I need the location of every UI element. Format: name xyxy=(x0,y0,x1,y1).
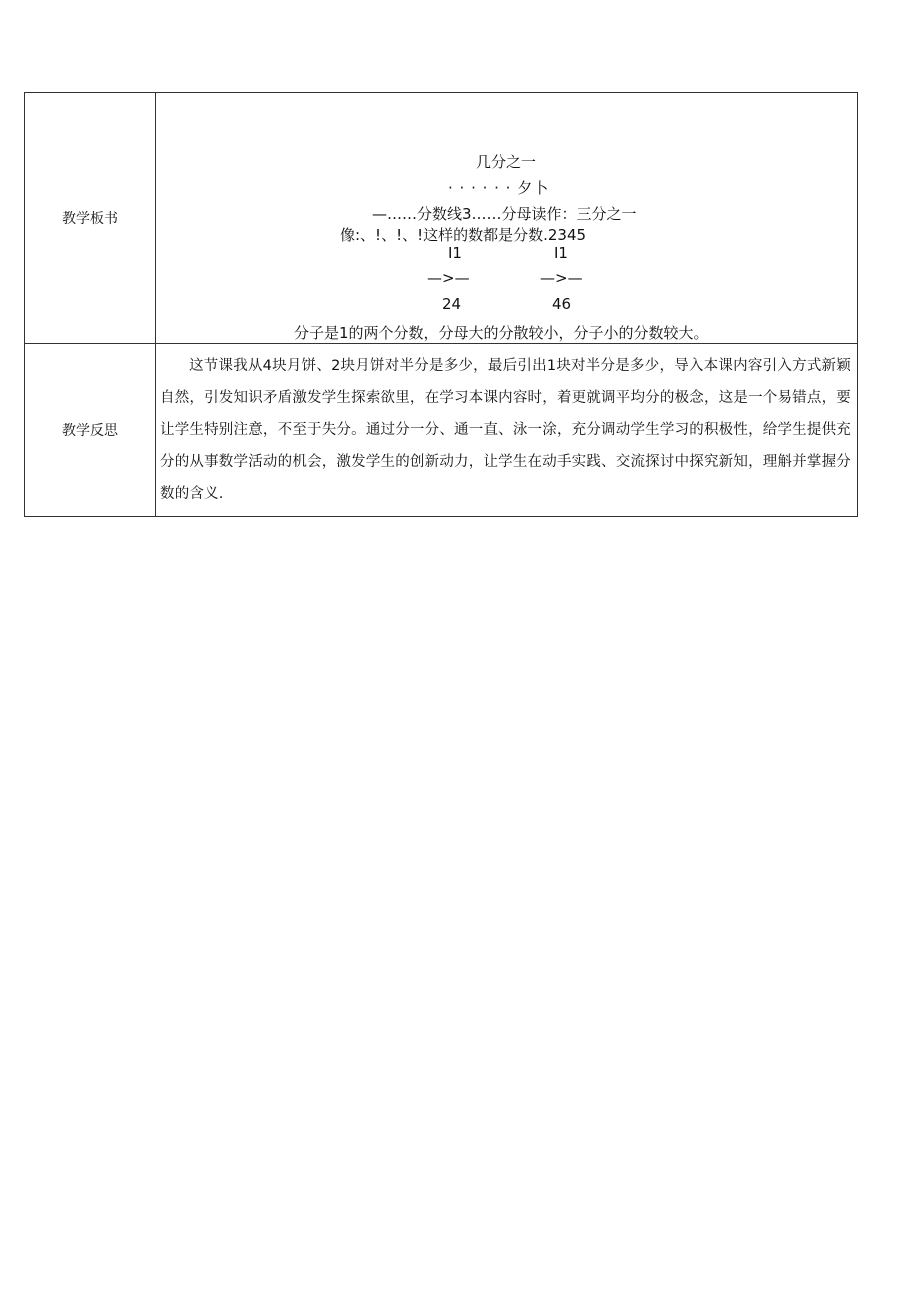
board-examples-line: 像:、!、!、!这样的数都是分数.2345 xyxy=(340,226,587,244)
board-numerator-right: I1 xyxy=(554,244,568,262)
board-arrow-left: —>— xyxy=(427,269,470,287)
board-dots-line: · · · · · · 夕卜 xyxy=(448,179,550,197)
board-content xyxy=(156,93,857,343)
reflection-content-cell xyxy=(156,344,858,517)
board-row xyxy=(25,93,858,344)
reflection-row xyxy=(25,344,858,517)
lesson-table xyxy=(24,92,858,517)
board-label: 教学板书 xyxy=(25,93,156,344)
board-fraction-parts: —……分数线3……分母读作：三分之一 xyxy=(372,205,637,223)
board-content-cell xyxy=(156,93,858,344)
reflection-label: 教学反思 xyxy=(25,344,156,517)
board-title: 几分之一 xyxy=(476,153,537,171)
board-numerator-left: I1 xyxy=(448,244,462,262)
board-denominator-right: 46 xyxy=(552,295,572,313)
board-conclusion: 分子是1的两个分数，分母大的分散较小，分子小的分数较大。 xyxy=(294,324,709,342)
board-denominator-left: 24 xyxy=(442,295,462,313)
board-arrow-right: —>— xyxy=(540,269,583,287)
reflection-text: 这节课我从4块月饼、2块月饼对半分是多少，最后引出1块对半分是多少，导入本课内容引入方式新颖自然，引发知识矛盾激发学生探索欲里，在学习本课内容时，着更就调平均分的极念，这是一个易错点，要让学生特别注意，不至于失分。通过分一分、通一直、泳一涂，充分调动学生学习的积极性，给学生提供充分的从事数学活动的机会，激发学生的创新动力，让学生在动手实践、交流探讨中探究新知，理斛并掌握分数的含义. xyxy=(160,358,851,502)
